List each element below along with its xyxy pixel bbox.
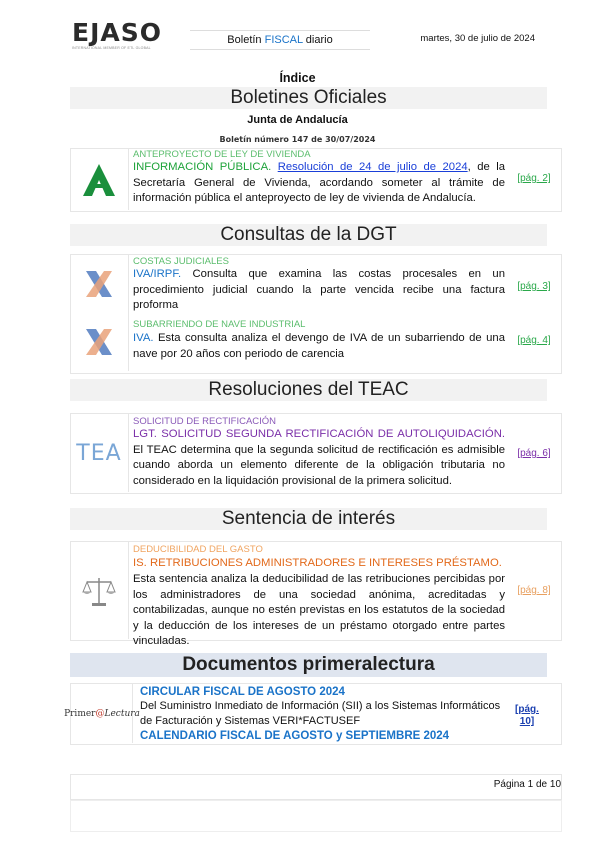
page-link-10-line2: 10]	[519, 716, 535, 727]
dgt1-body: Consulta que examina las costas procesales en un procedimiento judicial cuando la parte vencida recibe una factura proforma	[133, 268, 505, 311]
aeat-logo-1	[70, 255, 129, 313]
junta-andalucia-logo	[70, 149, 129, 210]
teac-category: SOLICITUD DE RECTIFICACIÓN	[133, 416, 277, 427]
page-link-10-line1: [pág.	[515, 704, 539, 715]
bulletin-fiscal: FISCAL	[264, 34, 303, 46]
page-number: Página 1 de 10	[493, 779, 561, 790]
ejaso-logo	[72, 20, 162, 50]
bulletin-number: Boletín número 147 de 30/07/2024	[219, 135, 376, 144]
section-heading-boletines: Boletines Oficiales	[70, 87, 547, 109]
bulletin-date: martes, 30 de julio de 2024	[420, 33, 535, 44]
logo-primer: Primer	[64, 708, 96, 719]
page-link-2[interactable]: [pág. 2]	[517, 173, 551, 184]
logo-text: EJASO	[72, 18, 162, 47]
bulletin-prefix: Boletín	[227, 34, 262, 46]
doc1-title[interactable]: CIRCULAR FISCAL DE AGOSTO 2024	[140, 686, 345, 698]
page-link-6[interactable]: [pág. 6]	[517, 448, 551, 459]
dgt2-lead: IVA.	[133, 332, 154, 344]
dgt2-text	[133, 331, 505, 362]
item-category: ANTEPROYECTO DE LEY DE VIVIENDA	[133, 149, 311, 160]
sentencia-lead-line	[133, 556, 505, 572]
item-text	[133, 160, 505, 207]
section-heading-teac: Resoluciones del TEAC	[70, 379, 547, 401]
dgt1-category: COSTAS JUDICIALES	[133, 256, 229, 267]
item-lead: INFORMACIÓN PÚBLICA.	[133, 161, 272, 173]
teac-body: El TEAC determina que la segunda solicitud de rectificación es admisible cuando aborda un elemento diferente de la obligación tributaria no considerado en la liquidación provisional de la primera solicitud.	[133, 443, 505, 487]
index-heading: Índice	[279, 71, 316, 85]
primeralectura-logo-text: Primer@Lectura	[64, 708, 140, 719]
logo-lectura: Lectura	[104, 708, 140, 719]
section-heading-documentos: Documentos primeralectura	[70, 653, 547, 677]
aeat-icon	[82, 327, 116, 357]
teac-logo	[70, 414, 129, 492]
teac-lead: LGT. SOLICITUD SEGUNDA RECTIFICACIÓN DE AUTOLIQUIDACIÓN.	[133, 428, 505, 440]
teac-logo-text: TEA	[76, 440, 122, 466]
sentencia-lead: IS. RETRIBUCIONES ADMINISTRADORES E INTERESES PRÉSTAMO.	[133, 557, 502, 569]
resolution-link[interactable]: Resolución de 24 de julio de 2024	[277, 161, 468, 173]
balance-scale-icon	[82, 574, 116, 608]
logo-tagline: INTERNATIONAL MEMBER OF ETL GLOBAL	[72, 46, 151, 50]
item-body: , de la Secretaría General de Vivienda, acordando someter al trámite de información pública el anteproyecto de ley de vivienda de Andalucía.	[133, 161, 505, 204]
section-heading-dgt: Consultas de la DGT	[70, 224, 547, 246]
sentencia-body: Esta sentencia analiza la deducibilidad de las retribuciones percibidas por los administradores de una sociedad anónima, acreditadas y contabilizadas, aunque no estén previstas en los estatutos de la sociedad y la deducción de los intereses de un préstamo otorgado entre partes vinculadas.	[133, 573, 505, 647]
page-link-3[interactable]: [pág. 3]	[517, 281, 551, 292]
dgt2-category: SUBARRIENDO DE NAVE INDUSTRIAL	[133, 319, 306, 330]
footer-lower-box	[70, 800, 562, 832]
aeat-logo-2	[70, 313, 129, 371]
junta-heading: Junta de Andalucía	[247, 114, 348, 126]
doc2-title[interactable]: CALENDARIO FISCAL DE AGOSTO y SEPTIEMBRE 2024	[140, 730, 450, 742]
dgt1-lead: IVA/IRPF.	[133, 268, 182, 280]
footer-box	[70, 774, 562, 800]
bulletin-title	[190, 30, 370, 50]
page-link-4[interactable]: [pág. 4]	[517, 335, 551, 346]
dgt1-text	[133, 267, 505, 314]
page-link-8[interactable]: [pág. 8]	[517, 585, 551, 596]
aeat-icon	[82, 269, 116, 299]
sentencia-category: DEDUCIBILIDAD DEL GASTO	[133, 544, 263, 555]
junta-andalucia-icon	[82, 162, 116, 198]
dgt2-body: Esta consulta analiza el devengo de IVA de un subarriendo de una nave por 20 años con periodo de carencia	[133, 332, 505, 360]
bulletin-suffix: diario	[305, 34, 333, 46]
teac-text	[133, 427, 505, 489]
page-link-10[interactable]	[505, 704, 549, 728]
primeralectura-logo	[64, 684, 140, 743]
section-heading-sentencia: Sentencia de interés	[70, 508, 547, 530]
doc1-text: Del Suministro Inmediato de Información (SII) a los Sistemas Informáticos de Facturación y Sistemas VERI*FACTUSEF	[140, 700, 501, 727]
justice-scale-logo	[70, 542, 129, 639]
